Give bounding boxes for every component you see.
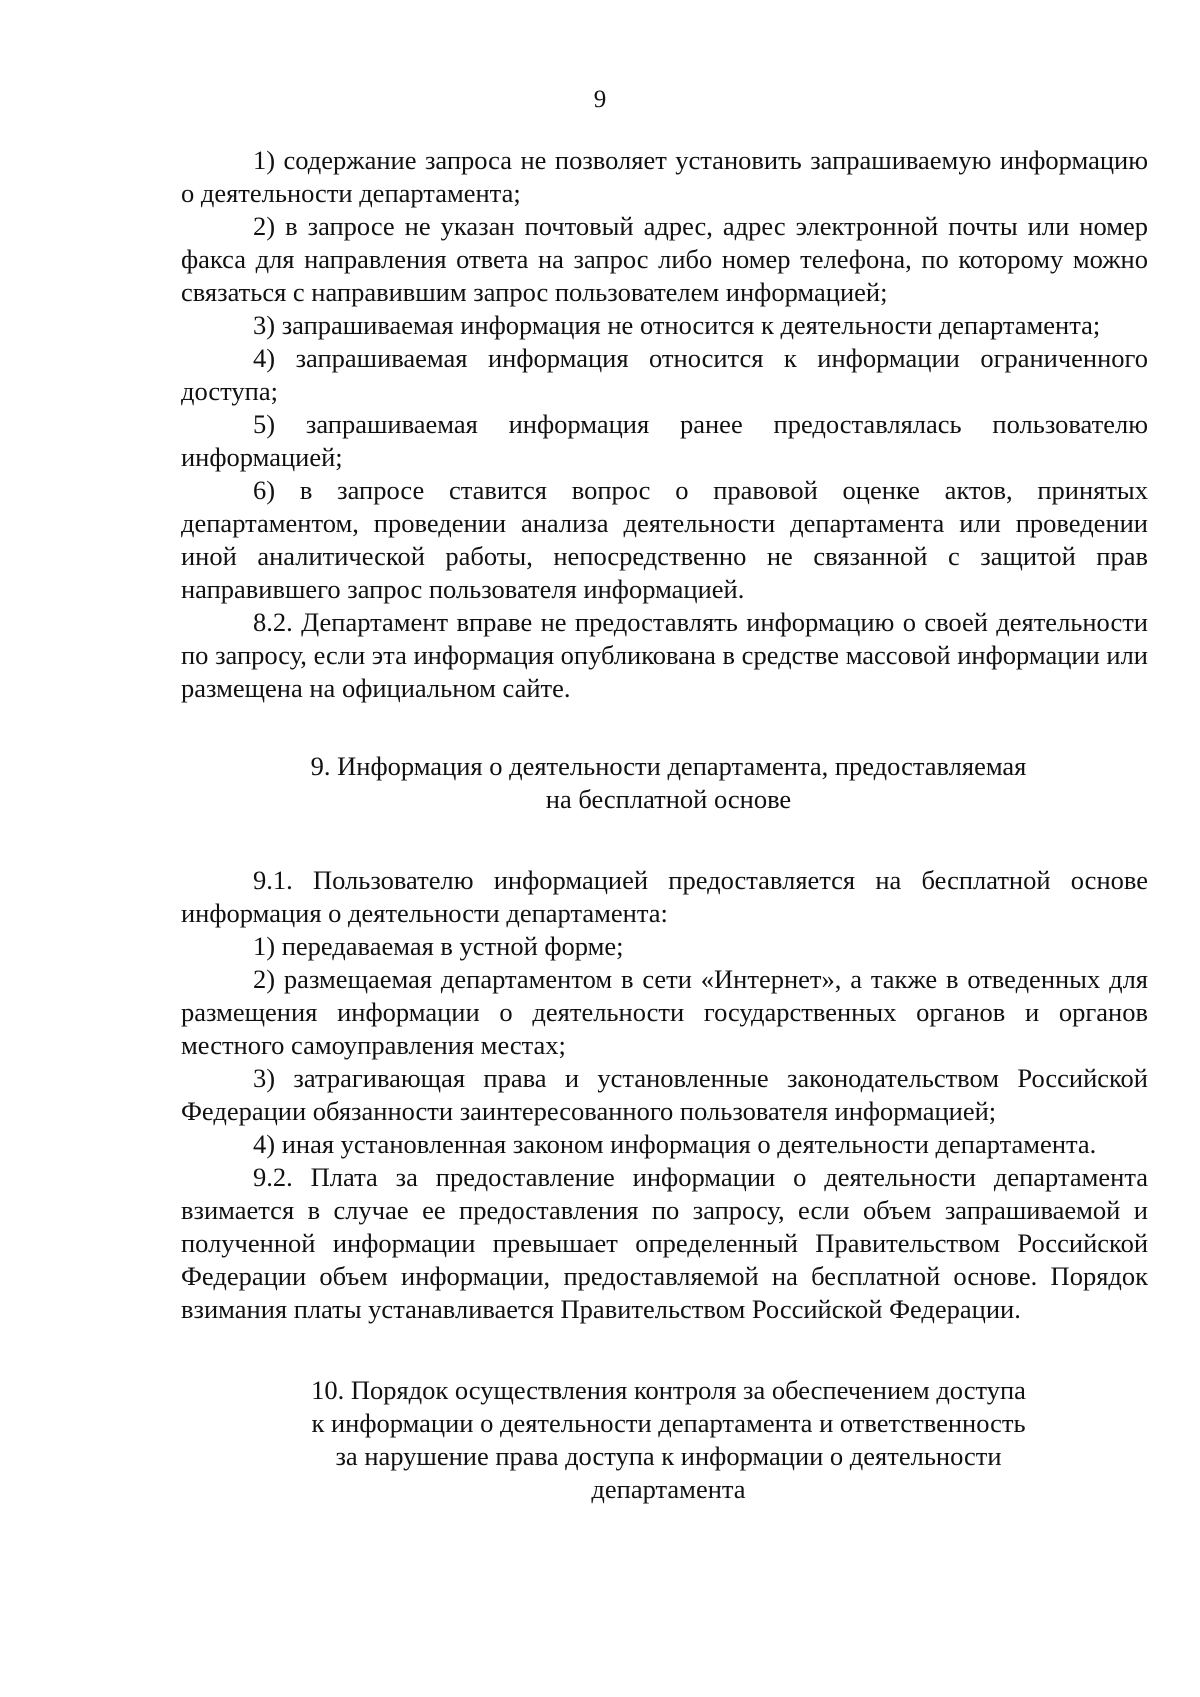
section-10-heading-line-4: департамента bbox=[591, 1474, 746, 1504]
paragraph-item-4: 4) запрашиваемая информация относится к информации ограниченного доступа; bbox=[181, 343, 1148, 406]
paragraph-8-2: 8.2. Департамент вправе не предоставлять информацию о своей деятельности по запросу, если эта информация опубликована в средстве массовой информации или размещена на официальном сайте. bbox=[181, 607, 1148, 703]
section-10-heading-line-2: к информации о деятельности департамента и ответственность bbox=[311, 1408, 1026, 1438]
section-9-heading bbox=[181, 750, 1148, 816]
paragraph-9-1-item-3: 3) затрагивающая права и установленные законодательством Российской Федерации обязанности заинтересованного пользователя информацией; bbox=[181, 1063, 1148, 1126]
paragraph-9-1: 9.1. Пользователю информацией предоставляется на бесплатной основе информация о деятельности департамента: bbox=[181, 865, 1148, 928]
spacer bbox=[181, 1326, 1148, 1374]
paragraph-item-1: 1) содержание запроса не позволяет установить запрашиваемую информацию о деятельности департамента; bbox=[181, 145, 1148, 208]
paragraph-item-2: 2) в запросе не указан почтовый адрес, адрес электронной почты или номер факса для направления ответа на запрос либо номер телефона, по которому можно связаться с направившим запрос пользователем информацией; bbox=[181, 211, 1148, 307]
paragraph-item-5: 5) запрашиваемая информация ранее предоставлялась пользователю информацией; bbox=[181, 409, 1148, 472]
section-10-heading-line-1: 10. Порядок осуществления контроля за обеспечением доступа bbox=[311, 1375, 1026, 1405]
document-body bbox=[181, 144, 1148, 1506]
page-number: 9 bbox=[593, 86, 607, 113]
section-9-heading-line-2: на бесплатной основе bbox=[545, 784, 792, 814]
spacer bbox=[181, 705, 1148, 750]
paragraph-9-1-item-4: 4) иная установленная законом информация о деятельности департамента. bbox=[253, 1129, 1097, 1159]
spacer bbox=[181, 816, 1148, 864]
paragraph-9-2: 9.2. Плата за предоставление информации о деятельности департамента взимается в случае ее предоставления по запросу, если объем запрашиваемой и полученной информации превышает определенный Правительством Российской Федерации объем информации, предоставляемой на бесплатной основе. Порядок взимания платы устанавливается Правительством Российской Федерации. bbox=[181, 1162, 1148, 1324]
paragraph-item-6: 6) в запросе ставится вопрос о правовой оценке актов, принятых департаментом, проведении анализа деятельности департамента или проведении иной аналитической работы, непосредственно не связанной с защитой прав направившего запрос пользователя информацией. bbox=[181, 475, 1148, 604]
section-9-heading-line-1: 9. Информация о деятельности департамента, предоставляемая bbox=[310, 751, 1027, 781]
paragraph-item-3: 3) запрашиваемая информация не относится к деятельности департамента; bbox=[253, 310, 1101, 340]
section-10-heading bbox=[181, 1374, 1148, 1506]
section-10-heading-line-3: за нарушение права доступа к информации о деятельности bbox=[335, 1441, 1002, 1471]
paragraph-9-1-item-1: 1) передаваемая в устной форме; bbox=[253, 931, 624, 961]
paragraph-9-1-item-2: 2) размещаемая департаментом в сети «Интернет», а также в отведенных для размещения информации о деятельности государственных органов и органов местного самоуправления местах; bbox=[181, 964, 1148, 1060]
